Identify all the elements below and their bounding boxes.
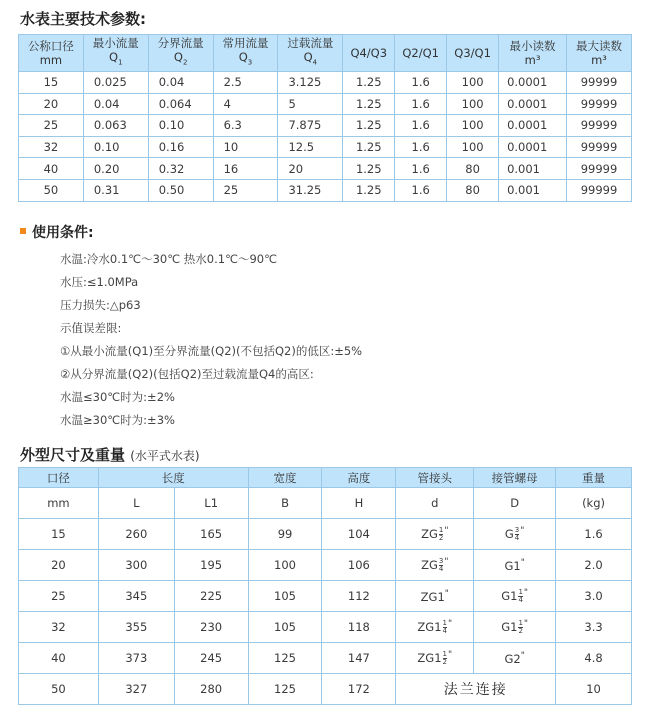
dims-cell: 50 [19, 674, 99, 705]
dims-header-connector: 管接头 [396, 468, 474, 488]
spec-cell: 3.125 [278, 72, 343, 94]
spec-row [19, 179, 632, 201]
dims-unit-d: d [396, 488, 474, 519]
spec-cell: 80 [447, 179, 499, 201]
spec-cell: 99999 [567, 72, 632, 94]
dims-nut-cell: G1" [474, 550, 556, 581]
spec-cell: 1.25 [343, 115, 395, 137]
dims-table [18, 467, 632, 705]
dims-weight-cell: 3.0 [556, 581, 632, 612]
dims-row [19, 643, 632, 674]
spec-cell: 25 [213, 179, 278, 201]
spec-header-max-reading: 最大读数 m³ [567, 35, 632, 72]
dims-weight-cell: 3.3 [556, 612, 632, 643]
spec-header-q1: 最小流量 $Q_1$ [83, 35, 148, 72]
cond-line: ②从分界流量(Q2)(包括Q2)至过载流量Q4的高区: [60, 367, 314, 381]
dims-header-dn: 口径 [19, 468, 99, 488]
dims-cell: 300 [98, 550, 174, 581]
dims-cell: 99 [248, 519, 322, 550]
dims-cell: 230 [174, 612, 248, 643]
dims-cell: 195 [174, 550, 248, 581]
dims-cell: 105 [248, 612, 322, 643]
spec-cell: 6.3 [213, 115, 278, 137]
dims-row [19, 581, 632, 612]
dims-connector-cell: ZG $\frac{1}{2}$ " [396, 519, 474, 550]
spec-cell: 0.0001 [499, 115, 567, 137]
spec-cell: 0.025 [83, 72, 148, 94]
spec-cell: 16 [213, 158, 278, 180]
spec-cell: 0.001 [499, 158, 567, 180]
spec-cell: 0.063 [83, 115, 148, 137]
dims-connector-cell: ZG $\frac{3}{4}$ " [396, 550, 474, 581]
spec-cell: 1.25 [343, 136, 395, 158]
cond-line: 水温:冷水0.1℃～30℃ 热水0.1℃～90℃ [60, 252, 278, 266]
spec-cell: 1.25 [343, 158, 395, 180]
dims-weight-cell: 1.6 [556, 519, 632, 550]
spec-cell: 1.6 [395, 179, 447, 201]
spec-cell: 0.0001 [499, 72, 567, 94]
spec-cell: 0.10 [148, 115, 213, 137]
dims-weight-cell: 10 [556, 674, 632, 705]
spec-header-q3: 常用流量 $Q_3$ [213, 35, 278, 72]
cond-line: 水温≤30℃时为:±2% [60, 390, 175, 404]
dims-nut-cell: G1 $\frac{1}{4}$ " [474, 581, 556, 612]
spec-cell: 20 [19, 93, 84, 115]
spec-cell: 0.50 [148, 179, 213, 201]
spec-cell: 99999 [567, 115, 632, 137]
spec-cell: 0.0001 [499, 93, 567, 115]
cond-line: ①从最小流量(Q1)至分界流量(Q2)(不包括Q2)的低区:±5% [60, 344, 363, 358]
spec-cell: 99999 [567, 158, 632, 180]
spec-cell: 1.6 [395, 136, 447, 158]
dims-cell: 345 [98, 581, 174, 612]
dims-cell: 118 [322, 612, 396, 643]
dims-cell: 280 [174, 674, 248, 705]
spec-cell: 0.10 [83, 136, 148, 158]
dims-unit-kg: (kg) [556, 488, 632, 519]
spec-cell: 7.875 [278, 115, 343, 137]
dims-unit-D: D [474, 488, 556, 519]
spec-cell: 0.064 [148, 93, 213, 115]
spec-cell: 80 [447, 158, 499, 180]
dims-cell: 245 [174, 643, 248, 674]
dims-cell: 327 [98, 674, 174, 705]
spec-header-q2q1: Q2/Q1 [395, 35, 447, 72]
dims-cell: 100 [248, 550, 322, 581]
spec-cell: 2.5 [213, 72, 278, 94]
spec-header-min-reading: 最小读数 m³ [499, 35, 567, 72]
spec-cell: 99999 [567, 179, 632, 201]
spec-cell: 100 [447, 115, 499, 137]
spec-title: 水表主要技术参数: [20, 10, 146, 28]
spec-row [19, 158, 632, 180]
dims-cell: 225 [174, 581, 248, 612]
spec-cell: 100 [447, 136, 499, 158]
dims-unit-L1: L1 [174, 488, 248, 519]
spec-cell: 0.32 [148, 158, 213, 180]
cond-line: 水压:≤1.0MPa [60, 275, 139, 289]
dims-cell: 125 [248, 643, 322, 674]
dims-cell: 112 [322, 581, 396, 612]
conditions-title: 使用条件: [20, 222, 94, 242]
dims-unit-H: H [322, 488, 396, 519]
dims-unit-B: B [248, 488, 322, 519]
spec-cell: 31.25 [278, 179, 343, 201]
dims-connector-cell: ZG1" [396, 581, 474, 612]
spec-cell: 4 [213, 93, 278, 115]
spec-cell: 1.25 [343, 93, 395, 115]
spec-row [19, 72, 632, 94]
dims-cell: 165 [174, 519, 248, 550]
spec-cell: 0.0001 [499, 136, 567, 158]
spec-cell: 99999 [567, 93, 632, 115]
dims-unit-mm: mm [19, 488, 99, 519]
spec-table [18, 34, 632, 202]
dims-row [19, 550, 632, 581]
dims-header-height: 高度 [322, 468, 396, 488]
spec-cell: 1.6 [395, 158, 447, 180]
spec-header-q4: 过载流量 $Q_4$ [278, 35, 343, 72]
spec-header-q3q1: Q3/Q1 [447, 35, 499, 72]
dims-cell: 125 [248, 674, 322, 705]
spec-cell: 1.25 [343, 179, 395, 201]
dims-cell: 106 [322, 550, 396, 581]
spec-cell: 32 [19, 136, 84, 158]
dims-unit-L: L [98, 488, 174, 519]
spec-cell: 10 [213, 136, 278, 158]
dims-cell: 172 [322, 674, 396, 705]
spec-cell: 25 [19, 115, 84, 137]
dims-cell: 15 [19, 519, 99, 550]
cond-line: 示值误差限: [60, 321, 122, 335]
dims-cell: 104 [322, 519, 396, 550]
spec-cell: 0.04 [148, 72, 213, 94]
spec-cell: 1.6 [395, 93, 447, 115]
dims-cell: 32 [19, 612, 99, 643]
spec-cell: 0.001 [499, 179, 567, 201]
dims-cell: 105 [248, 581, 322, 612]
dims-row [19, 519, 632, 550]
dims-row [19, 612, 632, 643]
dims-weight-cell: 4.8 [556, 643, 632, 674]
dims-cell: 147 [322, 643, 396, 674]
spec-cell: 5 [278, 93, 343, 115]
spec-row [19, 115, 632, 137]
bullet-square-icon [20, 228, 26, 234]
dims-nut-cell: G2" [474, 643, 556, 674]
dims-connector-cell: ZG1 $\frac{1}{4}$ " [396, 612, 474, 643]
spec-cell: 0.04 [83, 93, 148, 115]
spec-cell: 40 [19, 158, 84, 180]
spec-header-q4q3: Q4/Q3 [343, 35, 395, 72]
spec-cell: 100 [447, 72, 499, 94]
cond-line: 压力损失:△p63 [60, 298, 141, 312]
spec-cell: 15 [19, 72, 84, 94]
dims-cell: 373 [98, 643, 174, 674]
spec-cell: 20 [278, 158, 343, 180]
dims-connector-cell: ZG1 $\frac{1}{2}$ " [396, 643, 474, 674]
dims-flange-cell: 法兰连接 [396, 674, 556, 705]
spec-row [19, 93, 632, 115]
cond-line: 水温≥30℃时为:±3% [60, 413, 175, 427]
dims-header-length: 长度 [98, 468, 248, 488]
dims-cell: 40 [19, 643, 99, 674]
spec-cell: 1.6 [395, 72, 447, 94]
dims-header-nut: 接管螺母 [474, 468, 556, 488]
spec-cell: 50 [19, 179, 84, 201]
dims-nut-cell: G $\frac{3}{4}$ " [474, 519, 556, 550]
spec-cell: 1.25 [343, 72, 395, 94]
dims-cell: 355 [98, 612, 174, 643]
dims-header-width: 宽度 [248, 468, 322, 488]
spec-cell: 100 [447, 93, 499, 115]
spec-cell: 0.16 [148, 136, 213, 158]
dims-row [19, 674, 632, 705]
dims-nut-cell: G1 $\frac{1}{2}$ " [474, 612, 556, 643]
spec-row [19, 136, 632, 158]
dims-cell: 25 [19, 581, 99, 612]
dims-cell: 260 [98, 519, 174, 550]
spec-cell: 0.31 [83, 179, 148, 201]
dims-cell: 20 [19, 550, 99, 581]
spec-cell: 0.20 [83, 158, 148, 180]
dims-title: 外型尺寸及重量 (水平式水表) [20, 446, 200, 464]
spec-header-dn: 公称口径 mm [19, 35, 84, 72]
spec-header-q2: 分界流量 $Q_2$ [148, 35, 213, 72]
dims-header-weight: 重量 [556, 468, 632, 488]
spec-cell: 1.6 [395, 115, 447, 137]
dims-weight-cell: 2.0 [556, 550, 632, 581]
spec-cell: 12.5 [278, 136, 343, 158]
spec-cell: 99999 [567, 136, 632, 158]
